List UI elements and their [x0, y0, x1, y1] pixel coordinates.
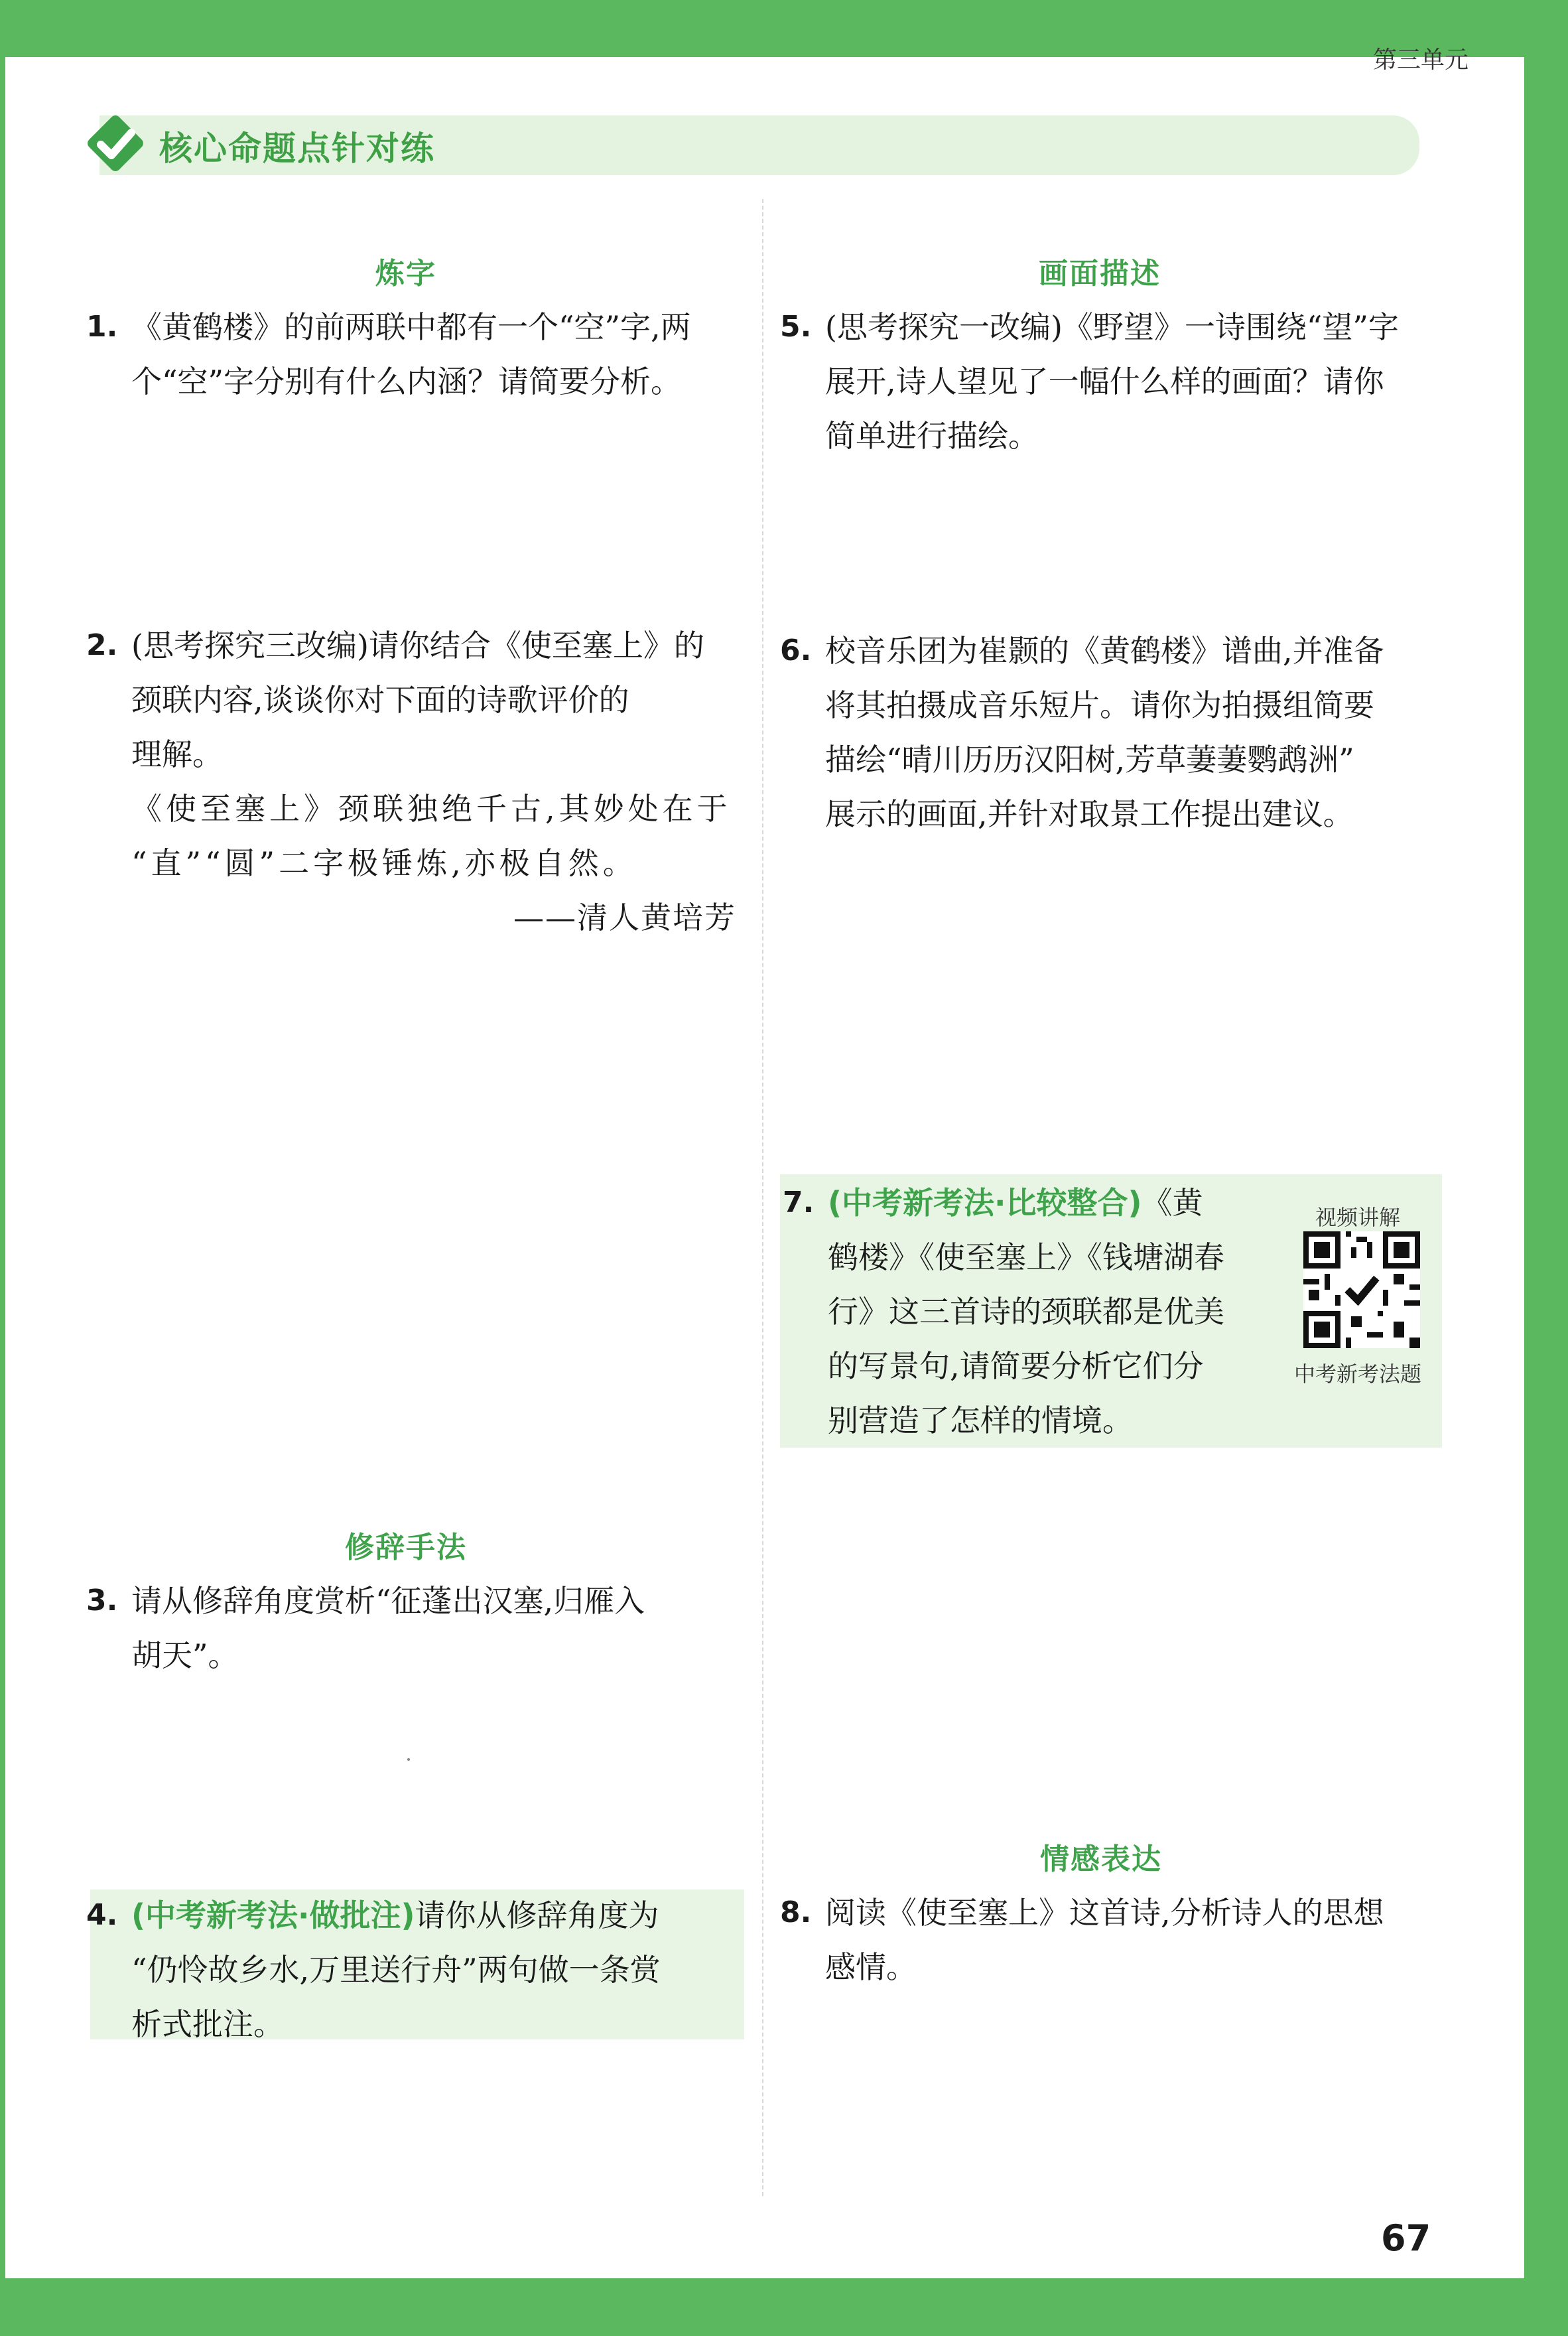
question-5 [780, 300, 1430, 463]
question-line: 个“空”字分别有什么内涵？请简要分析。 [131, 364, 682, 399]
question-line: (思考探究一改编)《野望》一诗围绕“望”字 [825, 309, 1399, 345]
question-tag: (中考新考法·比较整合) [828, 1185, 1142, 1221]
question-4 [86, 1888, 736, 2051]
question-tag: (中考新考法·做批注) [131, 1897, 415, 1933]
question-line: “仍怜故乡水,万里送行舟”两句做一条赏 [131, 1952, 661, 1988]
question-number: 3. [86, 1584, 118, 1617]
unit-label: 第三单元 [1372, 46, 1469, 74]
section-title-qinggan: 情感表达 [1040, 1842, 1162, 1876]
section-title-lianzi: 炼字 [375, 257, 436, 291]
question-2 [86, 618, 736, 945]
question-7 [783, 1176, 1287, 1448]
check-badge-icon [78, 106, 153, 180]
question-3 [86, 1574, 736, 1683]
question-line: (思考探究三改编)请你结合《使至塞上》的 [131, 628, 704, 663]
speck [407, 1758, 410, 1761]
question-line: 别营造了怎样的情境。 [828, 1403, 1133, 1438]
section-title-huamian: 画面描述 [1039, 257, 1161, 291]
question-line: 请从修辞角度赏析“征蓬出汉塞,归雁入 [131, 1583, 645, 1619]
question-line: 胡天”。 [131, 1637, 239, 1673]
question-line: 阅读《使至塞上》这首诗,分析诗人的思想 [825, 1895, 1384, 1931]
page-number: 67 [1381, 2217, 1431, 2259]
question-line: 的写景句,请简要分析它们分 [828, 1348, 1204, 1384]
question-line: 校音乐团为崔颢的《黄鹤楼》谱曲,并准备 [825, 633, 1384, 669]
column-divider [762, 199, 763, 2196]
question-number: 2. [86, 628, 118, 662]
question-line: 展开,诗人望见了一幅什么样的画面？请你 [825, 364, 1384, 399]
question-line: (中考新考法·做批注)请你从修辞角度为 [131, 1897, 659, 1933]
question-number: 6. [780, 634, 812, 667]
question-number: 4. [86, 1898, 118, 1932]
quote-line: 《使至塞上》颈联独绝千古,其妙处在于 [131, 791, 732, 827]
question-line: 描绘“晴川历历汉阳树,芳草萋萋鹦鹉洲” [825, 742, 1354, 778]
question-line: 简单进行描绘。 [825, 418, 1039, 454]
quote-attribution: ——清人黄培芳 [513, 900, 736, 935]
question-number: 5. [780, 310, 812, 344]
question-number: 8. [780, 1895, 812, 1929]
question-1 [86, 300, 736, 409]
qr-top-label: 视频讲解 [1315, 1205, 1400, 1230]
question-line: 析式批注。 [131, 2006, 284, 2042]
question-number: 1. [86, 310, 118, 344]
question-8 [780, 1886, 1430, 1994]
question-line: 鹤楼》《使至塞上》《钱塘湖春 [828, 1239, 1224, 1275]
section-title-xiuci: 修辞手法 [345, 1531, 467, 1564]
question-number: 7. [783, 1186, 815, 1219]
question-line: 颈联内容,谈谈你对下面的诗歌评价的 [131, 682, 629, 718]
question-line: 行》这三首诗的颈联都是优美 [828, 1294, 1224, 1330]
question-line: 展示的画面,并针对取景工作提出建议。 [825, 796, 1354, 832]
banner-title: 核心命题点针对练 [159, 129, 435, 168]
quote-line: “直”“圆”二字极锤炼,亦极自然。 [131, 845, 637, 881]
qr-code-icon[interactable] [1303, 1231, 1420, 1348]
question-line: 《黄鹤楼》的前两联中都有一个“空”字,两 [131, 309, 691, 345]
question-6 [780, 624, 1430, 841]
question-line: 感情。 [825, 1949, 917, 1985]
question-line: 理解。 [131, 736, 223, 772]
question-line: 将其拍摄成音乐短片。请你为拍摄组简要 [825, 687, 1374, 723]
question-line: (中考新考法·比较整合)《黄 [828, 1185, 1203, 1221]
qr-bottom-label: 中考新考法题 [1293, 1361, 1421, 1387]
video-qr-block[interactable] [1283, 1201, 1443, 1387]
